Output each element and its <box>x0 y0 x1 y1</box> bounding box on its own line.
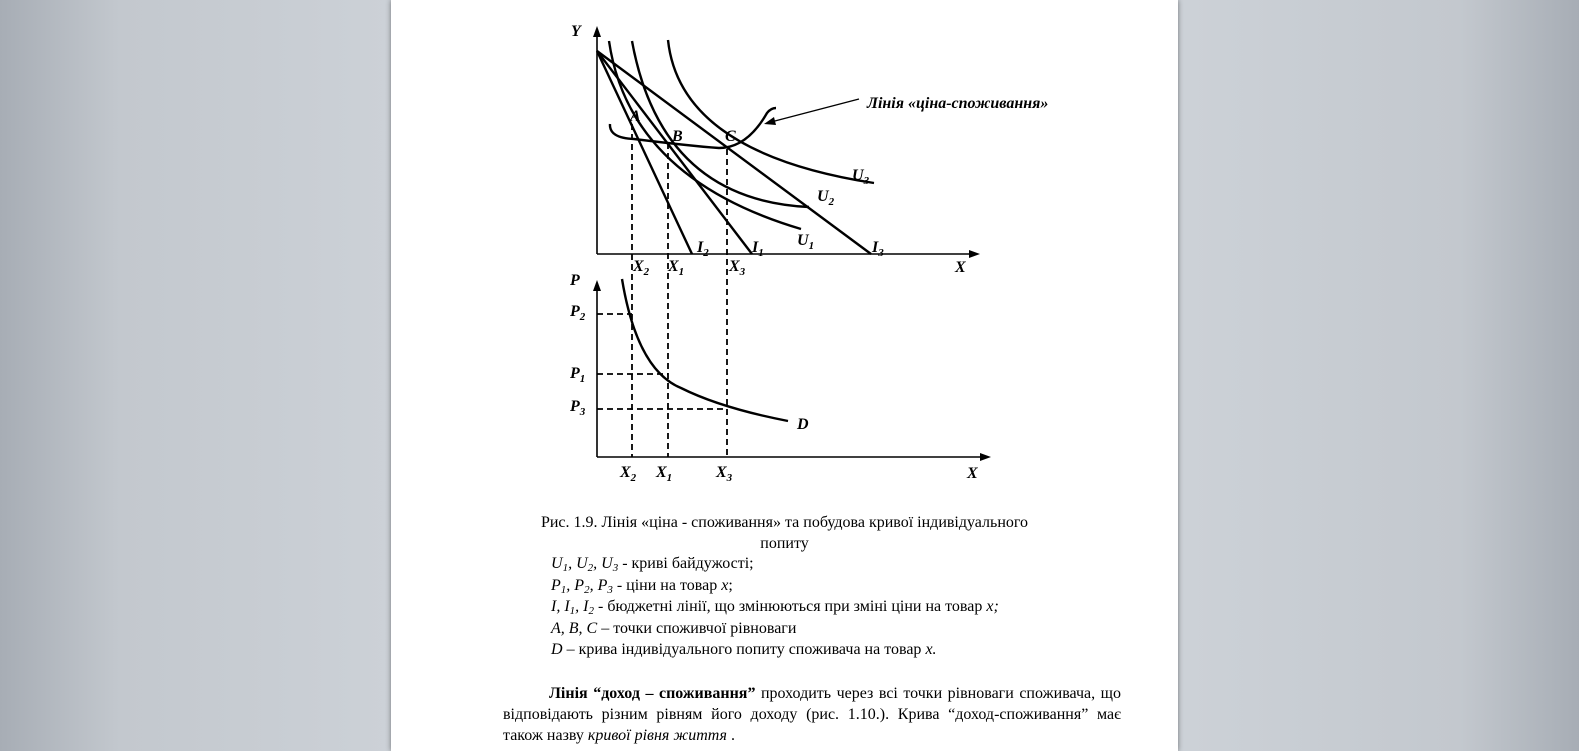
legend-abc: A, B, C – точки споживчої рівноваги <box>551 619 797 637</box>
tick-p3: $P_3$ <box>570 398 586 418</box>
pcc-label: Лінія «ціна-споживання» <box>867 95 1049 112</box>
top-tick-x3: $X_3$ <box>729 258 746 278</box>
label-d: D <box>797 416 809 433</box>
label-i3: $I_3$ <box>872 239 884 259</box>
label-u3: $U_3$ <box>852 167 870 187</box>
figure-caption <box>391 512 1178 554</box>
bottom-tick-x3: $X_3$ <box>716 464 733 484</box>
top-chart <box>593 26 980 457</box>
label-u2: $U_2$ <box>817 188 835 208</box>
document-page <box>391 0 1178 751</box>
bottom-y-axis-label: P <box>570 272 580 289</box>
indifference-curve-u3 <box>668 40 874 183</box>
top-x-arrow <box>969 250 980 258</box>
caption-line-2: попиту <box>760 535 809 552</box>
tick-p1: $P_1$ <box>570 365 586 385</box>
pcc-pointer-arrowhead <box>764 117 776 125</box>
paragraph-italic-term: кривої рівня життя <box>587 727 727 744</box>
top-x-axis-label: X <box>955 259 966 276</box>
bottom-y-arrow <box>593 280 601 291</box>
point-label-c: C <box>725 128 736 145</box>
label-i2: $I_2$ <box>697 239 709 259</box>
bottom-x-axis-label: X <box>967 465 978 482</box>
legend-i: I, $I_1$, $I_2$ - бюджетні лінії, що змінюються при зміні ціни на товар x; <box>551 598 999 617</box>
top-tick-x2: $X_2$ <box>633 258 650 278</box>
label-i1: $I_1$ <box>752 239 764 259</box>
demand-curve-d <box>622 279 788 421</box>
figure-price-consumption <box>391 0 1178 500</box>
body-paragraph: Лінія “доход – споживання” проходить через всі точки рівноваги споживача, що відповідають різним рівням його доходу (рис. 1.10.). Крива “доход-споживання” має також назву кривої рівня життя . <box>503 685 1121 744</box>
caption-line-1: Рис. 1.9. Лінія «ціна - споживання» та побудова кривої індивідуального <box>540 514 1029 531</box>
bottom-tick-x2: $X_2$ <box>620 464 637 484</box>
budget-line-i2 <box>597 51 692 254</box>
point-label-b: B <box>672 128 683 145</box>
point-label-a: A <box>630 108 641 125</box>
figure-legend <box>551 553 999 661</box>
tick-p2: $P_2$ <box>570 303 586 323</box>
bottom-x-arrow <box>980 453 991 461</box>
legend-u: $U_1$, $U_2$, $U_3$ - криві байдужості; <box>551 555 754 574</box>
top-y-arrow <box>593 26 601 37</box>
legend-d: D – крива індивідуального попиту споживача на товар x. <box>551 641 937 658</box>
legend-p: $P_1$, $P_2$, $P_3$ - ціни на товар x; <box>551 576 733 596</box>
budget-line-i3 <box>597 51 871 254</box>
budget-line-i1 <box>597 51 752 254</box>
top-tick-x1: $X_1$ <box>668 258 685 278</box>
top-y-axis-label: Y <box>571 23 581 40</box>
bottom-tick-x1: $X_1$ <box>656 464 673 484</box>
label-u1: $U_1$ <box>797 232 815 252</box>
paragraph-bold-term: Лінія “доход – споживання” <box>549 685 756 702</box>
bottom-chart <box>593 279 991 461</box>
pcc-pointer-line <box>771 99 859 122</box>
